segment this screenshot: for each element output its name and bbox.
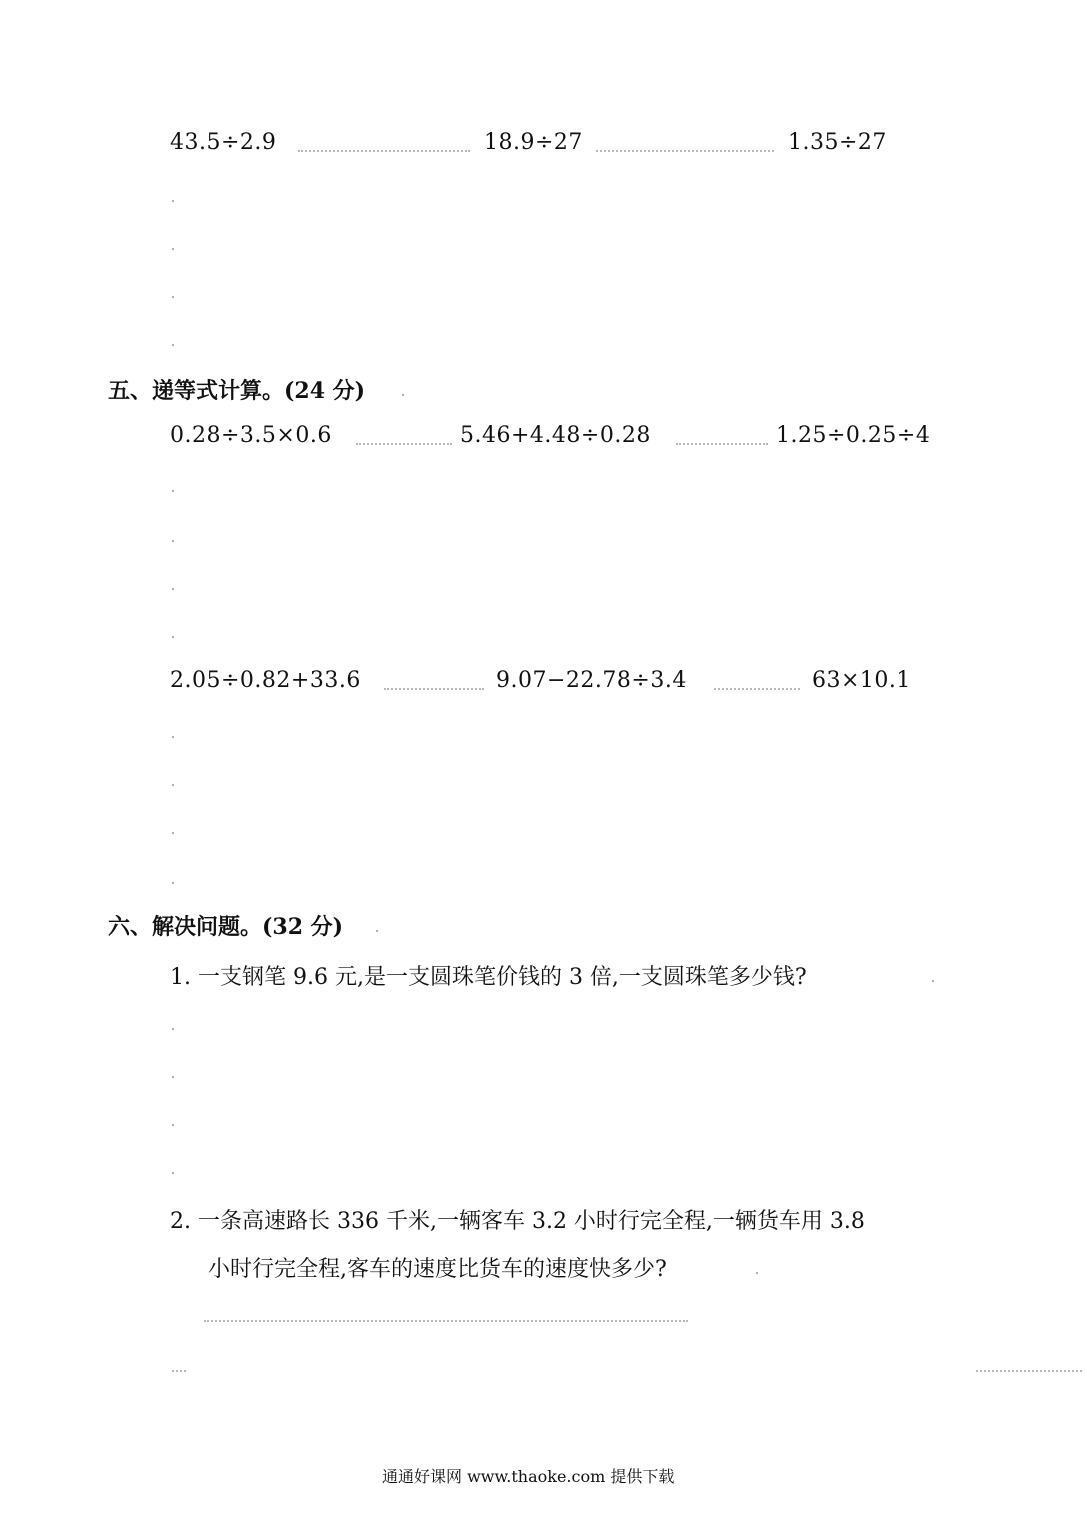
footer-credit: 通通好课网 www.thaoke.com 提供下载: [382, 1467, 675, 1486]
margin-mark: [172, 1172, 174, 1174]
margin-mark: [172, 248, 174, 250]
dotted-leader: [356, 443, 452, 445]
problem-4b: 18.9÷27: [484, 130, 583, 155]
margin-mark: [172, 1076, 174, 1078]
margin-mark: [932, 980, 934, 982]
margin-mark: [172, 636, 174, 638]
answer-line: [976, 1370, 1082, 1372]
problem-5f: 63×10.1: [812, 668, 911, 693]
problem-4a: 43.5÷2.9: [170, 130, 277, 155]
margin-mark: [172, 832, 174, 834]
problem-5b: 5.46+4.48÷0.28: [460, 423, 651, 448]
margin-mark: [172, 490, 174, 492]
problem-5d: 2.05÷0.82+33.6: [170, 668, 361, 693]
dotted-leader: [714, 688, 800, 690]
margin-mark: [172, 296, 174, 298]
margin-mark: [172, 882, 174, 884]
problem-4c: 1.35÷27: [788, 130, 887, 155]
margin-mark: [402, 394, 404, 396]
answer-line: [172, 1370, 186, 1372]
margin-mark: [172, 344, 174, 346]
question-2-line-1: 2. 一条高速路长 336 千米,一辆客车 3.2 小时行完全程,一辆货车用 3.8: [170, 1209, 865, 1234]
section-6-title: 六、解决问题。(32 分): [108, 914, 344, 940]
margin-mark: [172, 1028, 174, 1030]
margin-mark: [756, 1272, 758, 1274]
dotted-leader: [384, 688, 484, 690]
margin-mark: [172, 736, 174, 738]
question-1: 1. 一支钢笔 9.6 元,是一支圆珠笔价钱的 3 倍,一支圆珠笔多少钱?: [170, 965, 807, 990]
problem-5e: 9.07−22.78÷3.4: [496, 668, 687, 693]
margin-mark: [172, 784, 174, 786]
dotted-leader: [298, 150, 470, 152]
margin-mark: [376, 930, 378, 932]
margin-mark: [172, 540, 174, 542]
margin-mark: [172, 1124, 174, 1126]
answer-line: [204, 1320, 688, 1322]
section-5-title: 五、递等式计算。(24 分): [108, 378, 366, 404]
question-2-line-2: 小时行完全程,客车的速度比货车的速度快多少?: [208, 1257, 667, 1282]
dotted-leader: [676, 443, 768, 445]
margin-mark: [172, 200, 174, 202]
margin-mark: [172, 588, 174, 590]
problem-5a: 0.28÷3.5×0.6: [170, 423, 332, 448]
problem-5c: 1.25÷0.25÷4: [776, 423, 931, 448]
dotted-leader: [596, 150, 774, 152]
